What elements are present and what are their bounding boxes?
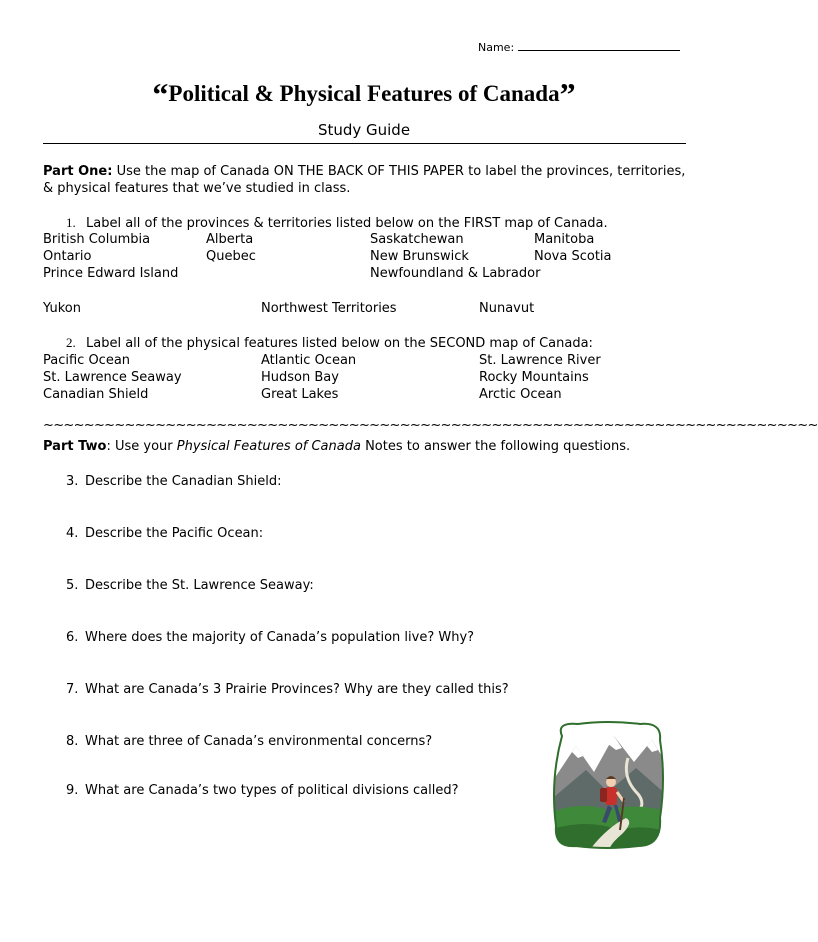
question-number: 3. (66, 474, 79, 489)
task-1 (66, 214, 608, 232)
page-title (0, 76, 728, 113)
province-pei: Prince Edward Island (43, 266, 179, 281)
part-one-label: Part One: (43, 164, 113, 179)
name-blank-line[interactable] (518, 40, 680, 51)
feature-canadian-shield: Canadian Shield (43, 387, 149, 402)
feature-st-lawrence-seaway: St. Lawrence Seaway (43, 370, 182, 385)
part-one-text-line1: Use the map of Canada ON THE BACK OF THIS PAPER to label the provinces, territories, (112, 164, 686, 179)
province-british-columbia: British Columbia (43, 232, 151, 247)
question-7 (66, 681, 509, 698)
province-quebec: Quebec (206, 249, 256, 264)
part-two-label: Part Two (43, 439, 107, 454)
province-ontario: Ontario (43, 249, 92, 264)
title-close-quote: ” (559, 76, 576, 112)
title-divider (43, 143, 686, 144)
feature-rocky-mountains: Rocky Mountains (479, 370, 589, 385)
title-text: Political & Physical Features of Canada (168, 81, 560, 106)
territory-northwest: Northwest Territories (261, 301, 397, 316)
question-8 (66, 733, 432, 750)
feature-arctic-ocean: Arctic Ocean (479, 387, 562, 402)
task-2 (66, 334, 593, 352)
question-4 (66, 525, 263, 542)
question-number: 5. (66, 578, 79, 593)
question-number: 8. (66, 734, 79, 749)
part-two-text-a: : Use your (106, 439, 177, 454)
question-number: 9. (66, 783, 79, 798)
question-text: Where does the majority of Canada’s population live? Why? (85, 630, 475, 645)
page-subtitle: Study Guide (317, 121, 411, 139)
province-manitoba: Manitoba (534, 232, 595, 247)
notes-title: Physical Features of Canada (176, 439, 361, 454)
province-new-brunswick: New Brunswick (370, 249, 469, 264)
question-number: 6. (66, 630, 79, 645)
task-1-text: Label all of the provinces & territories listed below on the FIRST map of Canada. (86, 216, 608, 231)
task-2-text: Label all of the physical features listed below on the SECOND map of Canada: (86, 336, 593, 351)
province-alberta: Alberta (206, 232, 254, 247)
part-one-instruction (43, 163, 685, 180)
question-6 (66, 629, 474, 646)
tilde-divider: ~~~~~~~~~~~~~~~~~~~~~~~~~~~~~~~~~~~~~~~~~~~~~~~~~~~~~~~~~~~~~~~~~~~~~~~~~~~~ (43, 418, 818, 433)
part-one-text-line2: & physical features that we’ve studied in class. (43, 181, 351, 196)
question-9 (66, 782, 459, 799)
question-text: Describe the Canadian Shield: (85, 474, 282, 489)
question-number: 7. (66, 682, 79, 697)
province-saskatchewan: Saskatchewan (370, 232, 464, 247)
territory-yukon: Yukon (43, 301, 81, 316)
name-label: Name: (478, 41, 515, 54)
feature-atlantic-ocean: Atlantic Ocean (261, 353, 357, 368)
part-two-text-b: Notes to answer the following questions. (360, 439, 631, 454)
question-text: Describe the Pacific Ocean: (85, 526, 264, 541)
feature-great-lakes: Great Lakes (261, 387, 339, 402)
task-2-number: 2. (66, 335, 76, 350)
task-1-number: 1. (66, 215, 76, 230)
question-text: What are Canada’s two types of political divisions called? (85, 783, 459, 798)
province-nova-scotia: Nova Scotia (534, 249, 612, 264)
feature-st-lawrence-river: St. Lawrence River (479, 353, 601, 368)
question-number: 4. (66, 526, 79, 541)
title-open-quote: “ (152, 76, 169, 112)
question-3 (66, 473, 282, 490)
hiker-in-mountains-icon (548, 718, 668, 852)
question-text: What are Canada’s 3 Prairie Provinces? Why are they called this? (85, 682, 509, 697)
province-newfoundland-labrador: Newfoundland & Labrador (370, 266, 541, 281)
territory-nunavut: Nunavut (479, 301, 535, 316)
name-field[interactable] (478, 40, 680, 54)
question-5 (66, 577, 314, 594)
question-text: Describe the St. Lawrence Seaway: (85, 578, 314, 593)
question-text: What are three of Canada’s environmental concerns? (85, 734, 433, 749)
feature-pacific-ocean: Pacific Ocean (43, 353, 131, 368)
part-two-instruction (43, 438, 630, 455)
feature-hudson-bay: Hudson Bay (261, 370, 339, 385)
